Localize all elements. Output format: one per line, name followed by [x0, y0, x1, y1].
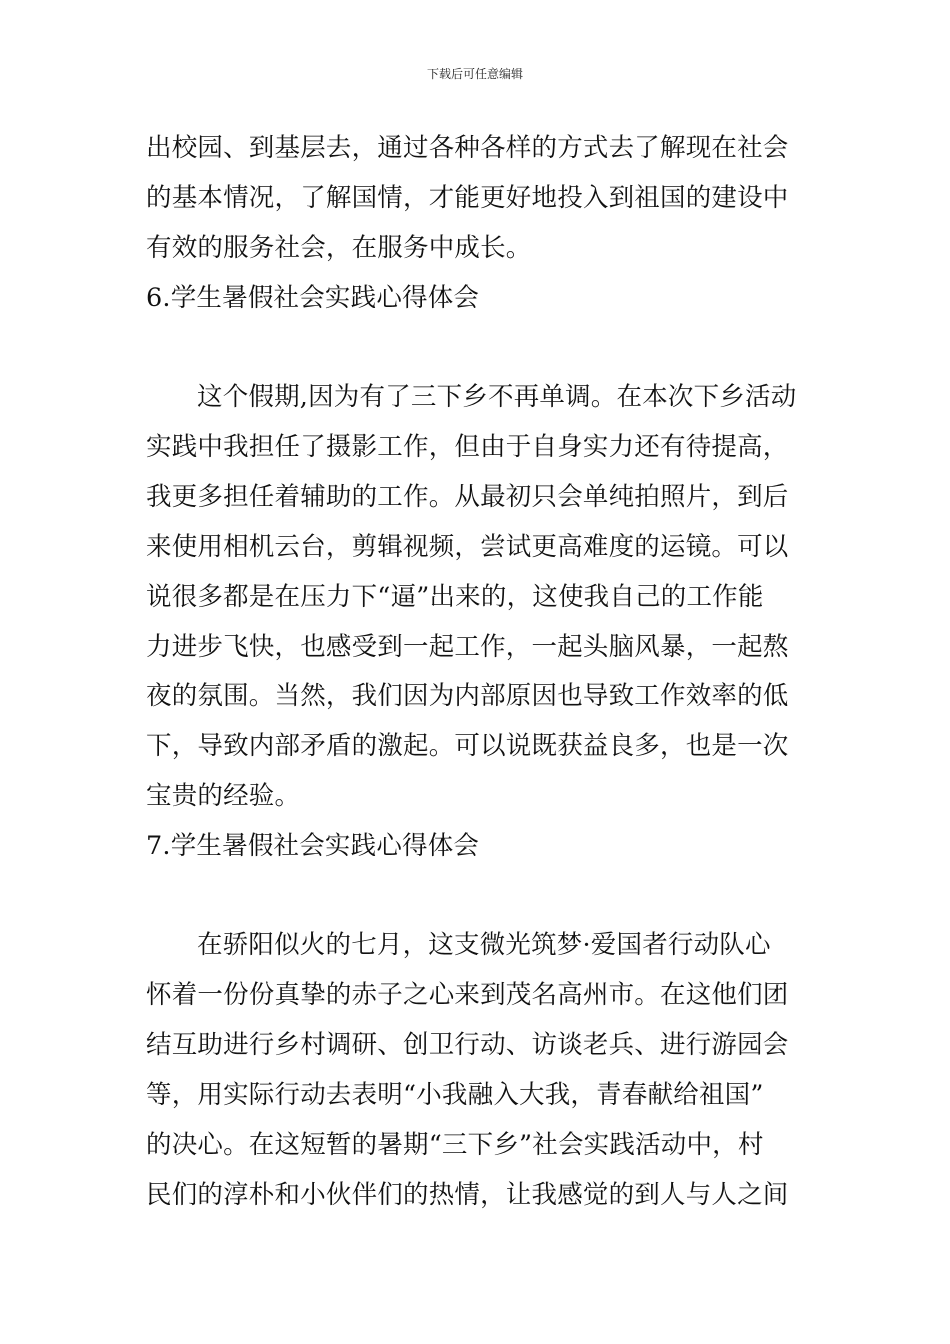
section-7-line-6: 民们的淳朴和小伙伴们的热情，让我感觉的到人与人之间 — [146, 1180, 789, 1210]
section-6-line-4: 来使用相机云台，剪辑视频，尝试更高难度的运镜。可以 — [146, 532, 789, 562]
intro-line-3: 有效的服务社会，在服务中成长。 — [146, 233, 532, 263]
section-6-line-8: 下，导致内部矛盾的激起。可以说既获益良多，也是一次 — [146, 731, 789, 761]
section-6-line-2: 实践中我担任了摄影工作，但由于自身实力还有待提高， — [146, 432, 789, 462]
section-6-line-3: 我更多担任着辅助的工作。从最初只会单纯拍照片，到后 — [146, 482, 789, 512]
section-6-line-6: 力进步飞快，也感受到一起工作，一起头脑风暴，一起熬 — [146, 632, 789, 662]
section-6-line-1: 这个假期,因为有了三下乡不再单调。在本次下乡活动 — [197, 382, 797, 412]
section-6-line-7: 夜的氛围。当然，我们因为内部原因也导致工作效率的低 — [146, 681, 789, 711]
section-6-line-9: 宝贵的经验。 — [146, 781, 301, 811]
page-header: 下载后可任意编辑 — [426, 67, 523, 81]
section-7-line-4: 等，用实际行动去表明“小我融入大我，青春献给祖国” — [146, 1080, 764, 1110]
intro-line-1: 出校园、到基层去，通过各种各样的方式去了解现在社会 — [146, 133, 789, 163]
section-6-line-5: 说很多都是在压力下“逼”出来的，这使我自己的工作能 — [146, 582, 764, 612]
section-7-line-2: 怀着一份份真挚的赤子之心来到茂名高州市。在这他们团 — [146, 980, 789, 1010]
section-7-line-1: 在骄阳似火的七月，这支微光筑梦·爱国者行动队心 — [197, 930, 771, 960]
section-7-line-5: 的决心。在这短暂的暑期“三下乡”社会实践活动中，村 — [146, 1130, 764, 1160]
section-7-line-3: 结互助进行乡村调研、创卫行动、访谈老兵、进行游园会 — [146, 1030, 789, 1060]
section-7-heading: 7.学生暑假社会实践心得体会 — [146, 831, 480, 861]
intro-line-2: 的基本情况，了解国情，才能更好地投入到祖国的建设中 — [146, 183, 789, 213]
section-6-heading: 6.学生暑假社会实践心得体会 — [146, 283, 480, 313]
